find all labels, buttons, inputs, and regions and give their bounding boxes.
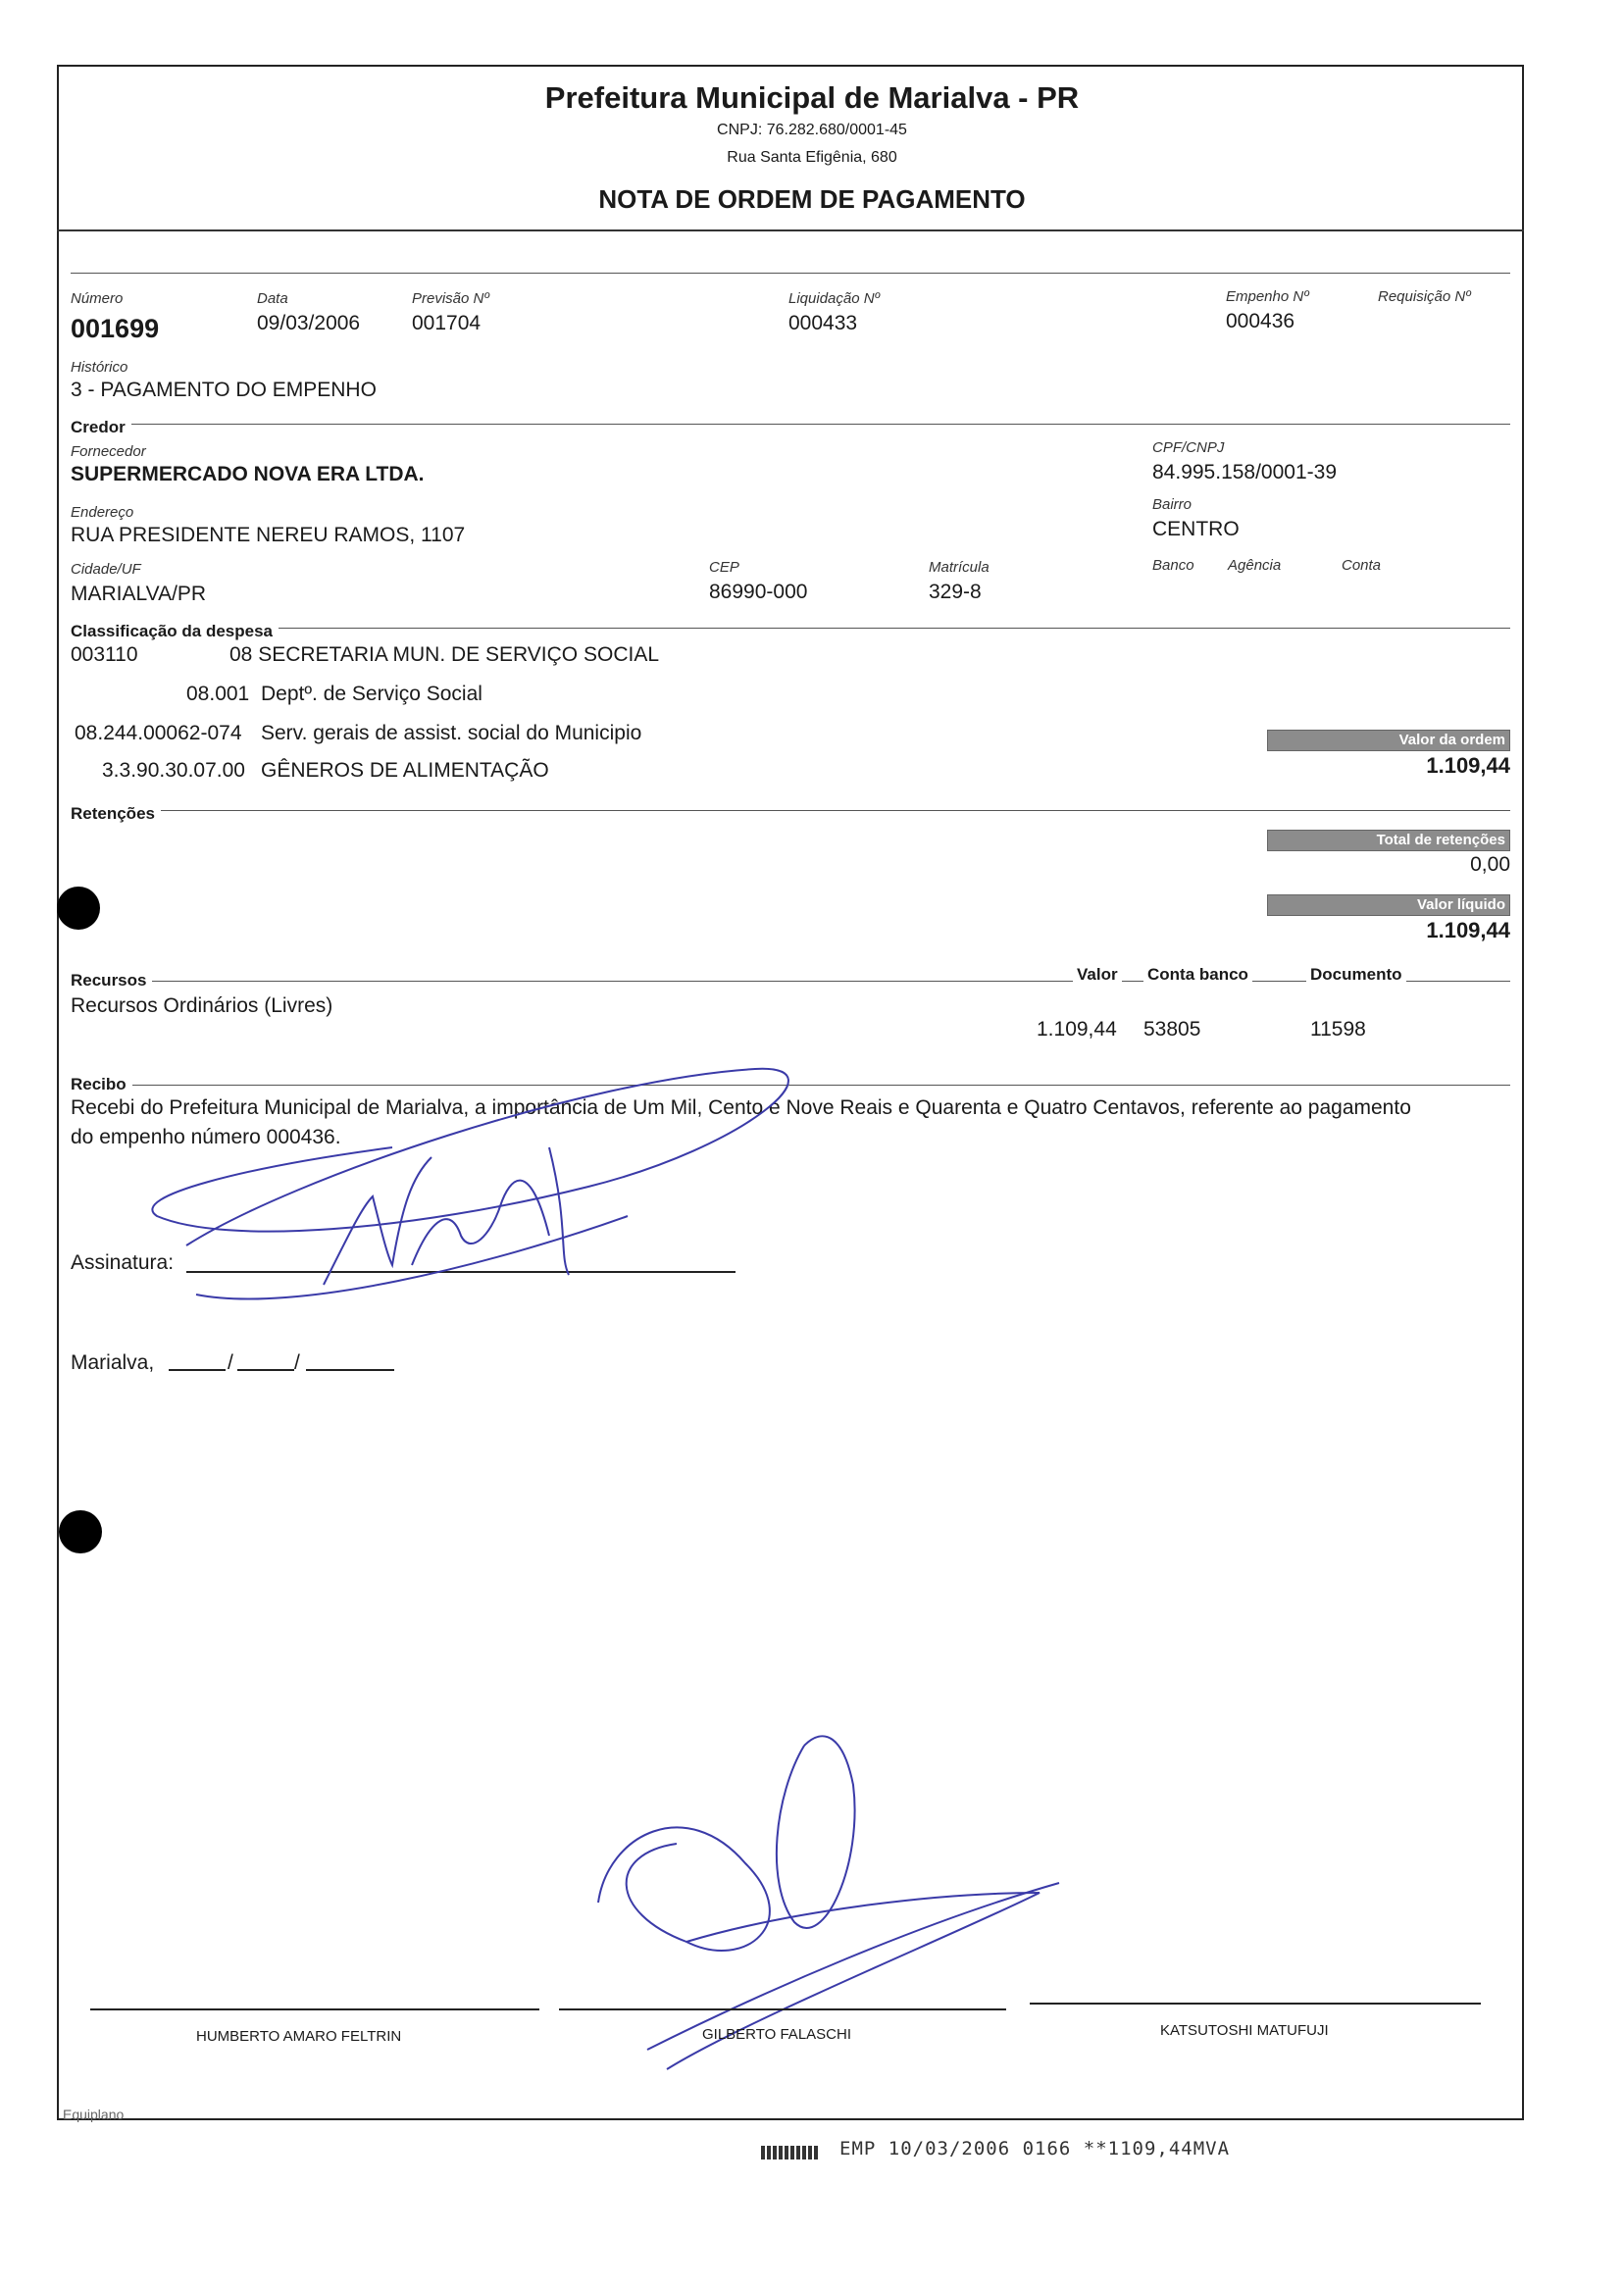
- recursos-valor: 1.109,44: [1037, 1018, 1117, 1041]
- bairro-label: Bairro: [1152, 496, 1193, 513]
- endereco-value: RUA PRESIDENTE NEREU RAMOS, 1107: [71, 524, 466, 546]
- bairro-value: CENTRO: [1152, 518, 1240, 540]
- endereco-label: Endereço: [71, 504, 134, 521]
- retencoes-total-label: Total de retenções: [1376, 832, 1505, 848]
- address-text: Rua Santa Efigênia, 680: [727, 149, 897, 166]
- liquidacao-label: Liquidação Nº: [788, 290, 881, 307]
- empenho-label: Empenho Nº: [1226, 288, 1309, 305]
- signature-line: [559, 2008, 1006, 2010]
- signatory-name: GILBERTO FALASCHI: [702, 2026, 851, 2043]
- numero-label: Número: [71, 290, 124, 307]
- requisicao-label: Requisição Nº: [1378, 288, 1471, 305]
- cep-value: 86990-000: [709, 581, 808, 603]
- recibo-text-line2: do empenho número 000436.: [71, 1126, 341, 1148]
- retencoes-section-label: Retenções: [71, 804, 161, 824]
- cnpj-text: CNPJ: 76.282.680/0001-45: [717, 122, 907, 138]
- data-value: 09/03/2006: [257, 312, 361, 334]
- numero-value: 001699: [71, 314, 160, 343]
- matricula-value: 329-8: [929, 581, 982, 603]
- previsao-label: Previsão Nº: [412, 290, 489, 307]
- mechanical-stamp: EMP 10/03/2006 0166 **1109,44MVA: [839, 2138, 1231, 2159]
- recursos-section-label: Recursos: [71, 971, 152, 991]
- classificacao-text: GÊNEROS DE ALIMENTAÇÃO: [261, 759, 549, 782]
- classificacao-text: Serv. gerais de assist. social do Municipio: [261, 722, 642, 744]
- recibo-section-label: Recibo: [71, 1075, 132, 1094]
- date-separator: /: [228, 1351, 233, 1374]
- footer-brand: Equiplano: [63, 2107, 125, 2122]
- classificacao-code: 08.244.00062-074: [75, 722, 242, 744]
- matricula-label: Matrícula: [929, 559, 990, 576]
- historico-label: Histórico: [71, 359, 128, 376]
- liquido-label: Valor líquido: [1416, 896, 1505, 913]
- recibo-text-line1: Recebi do Prefeitura Municipal de Marialva, a importância de Um Mil, Cento e Nove Reais e Quarenta e Quatro Centavos, referente ao pagamento: [71, 1096, 1411, 1119]
- cpf-label: CPF/CNPJ: [1152, 439, 1225, 456]
- fornecedor-value: SUPERMERCADO NOVA ERA LTDA.: [71, 463, 425, 485]
- page-title: Prefeitura Municipal de Marialva - PR: [544, 80, 1080, 115]
- liquidacao-value: 000433: [788, 312, 858, 334]
- recursos-documento: 11598: [1310, 1018, 1366, 1041]
- signature-line: [1030, 2003, 1481, 2005]
- date-separator: /: [294, 1351, 300, 1374]
- recursos-documento-header: Documento: [1306, 965, 1406, 985]
- classificacao-code: 3.3.90.30.07.00: [102, 759, 245, 782]
- data-label: Data: [257, 290, 288, 307]
- previsao-value: 001704: [412, 312, 482, 334]
- valor-ordem-label: Valor da ordem: [1398, 732, 1505, 748]
- classificacao-code: 08.001: [186, 683, 250, 705]
- agencia-label: Agência: [1228, 557, 1282, 574]
- retencoes-value: 0,00: [1470, 853, 1510, 876]
- classificacao-text: Deptº. de Serviço Social: [261, 683, 482, 705]
- recursos-descricao: Recursos Ordinários (Livres): [71, 994, 333, 1017]
- classificacao-text: 08 SECRETARIA MUN. DE SERVIÇO SOCIAL: [229, 643, 660, 666]
- recursos-valor-header: Valor: [1073, 965, 1122, 985]
- assinatura-label: Assinatura:: [71, 1251, 175, 1274]
- cpf-value: 84.995.158/0001-39: [1152, 461, 1338, 483]
- classificacao-code: 003110: [71, 643, 138, 666]
- signature-line: [90, 2008, 539, 2010]
- local-data-label: Marialva,: [71, 1351, 155, 1374]
- historico-value: 3 - PAGAMENTO DO EMPENHO: [71, 379, 377, 401]
- conta-label: Conta: [1342, 557, 1382, 574]
- cidade-value: MARIALVA/PR: [71, 583, 207, 605]
- stamp-mark: [761, 2146, 820, 2159]
- fornecedor-label: Fornecedor: [71, 443, 146, 460]
- credor-section-label: Credor: [71, 418, 131, 437]
- liquido-value: 1.109,44: [1426, 918, 1510, 942]
- valor-ordem-value: 1.109,44: [1426, 753, 1510, 778]
- empenho-value: 000436: [1226, 310, 1295, 332]
- classificacao-section-label: Classificação da despesa: [71, 622, 279, 641]
- recursos-conta: 53805: [1143, 1018, 1201, 1041]
- signatory-name: KATSUTOSHI MATUFUJI: [1160, 2022, 1329, 2039]
- cep-label: CEP: [709, 559, 739, 576]
- document-type-title: NOTA DE ORDEM DE PAGAMENTO: [598, 184, 1026, 214]
- signatory-name: HUMBERTO AMARO FELTRIN: [196, 2028, 402, 2045]
- cidade-label: Cidade/UF: [71, 561, 141, 578]
- banco-label: Banco: [1152, 557, 1194, 574]
- recursos-conta-header: Conta banco: [1143, 965, 1252, 985]
